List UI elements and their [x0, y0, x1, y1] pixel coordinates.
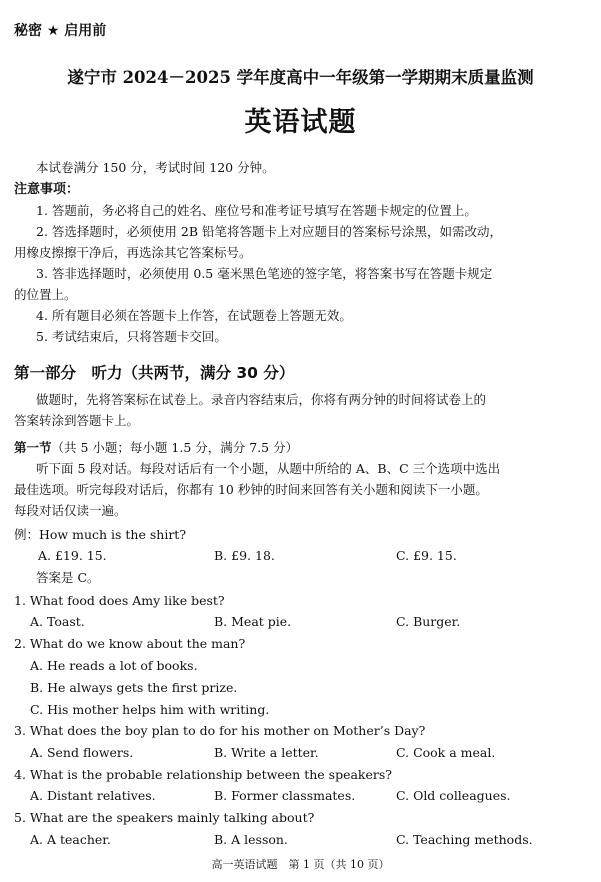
section1-desc-c: 每段对话仅读一遍。: [14, 503, 127, 518]
notice-item-3b: 的位置上。: [14, 287, 77, 302]
section1-heading: 第一节: [14, 440, 52, 455]
question-5-stem: 5. What are the speakers mainly talking about?: [14, 810, 315, 825]
question-5-option-b: B. A lesson.: [214, 832, 288, 847]
part1-heading: 第一部分 听力（共两节，满分 30 分）: [14, 364, 295, 382]
section1-desc-b: 最佳选项。听完每段对话后，你都有 10 秒钟的时间来回答有关小题和阅读下一小题。: [14, 482, 488, 497]
question-1-option-a: A. Toast.: [30, 614, 85, 629]
section1-heading-line: [14, 438, 587, 458]
question-3-option-a: A. Send flowers.: [30, 745, 134, 760]
question-5-option-c: C. Teaching methods.: [396, 832, 533, 847]
question-1-option-b: B. Meat pie.: [214, 614, 292, 629]
question-3-option-b: B. Write a letter.: [214, 745, 319, 760]
question-4-option-c: C. Old colleagues.: [396, 788, 511, 803]
example-option-a: A. £19. 15.: [38, 548, 107, 563]
notice-item-2b: 用橡皮擦擦干净后，再选涂其它答案标号。: [14, 245, 252, 260]
secret-label: 秘密 ★ 启用前: [14, 23, 107, 39]
part1-desc-b: 答案转涂到答题卡上。: [14, 413, 140, 428]
question-3-option-c: C. Cook a meal.: [396, 745, 496, 760]
notice-item-5: 5. 考试结束后，只将答题卡交回。: [36, 329, 227, 344]
question-1-option-c: C. Burger.: [396, 614, 461, 629]
notice-item-4: 4. 所有题目必须在答题卡上作答，在试题卷上答题无效。: [36, 308, 352, 323]
notice-heading: 注意事项：: [14, 182, 80, 197]
intro-text: 本试卷满分 150 分，考试时间 120 分钟。: [36, 160, 275, 175]
notice-item-3a: 3. 答非选择题时，必须使用 0.5 毫米黑色笔迹的签字笔，将答案书写在答题卡规定: [36, 266, 493, 281]
subject-title: 英语试题: [244, 107, 357, 138]
example-option-c: C. £9. 15.: [396, 548, 457, 563]
notice-item-1: 1. 答题前，务必将自己的姓名、座位号和准考证号填写在答题卡规定的位置上。: [36, 203, 477, 218]
question-5-option-a: A. A teacher.: [30, 832, 111, 847]
question-1-stem: 1. What food does Amy like best?: [14, 593, 225, 608]
question-2-stem: 2. What do we know about the man?: [14, 636, 246, 651]
question-4-option-a: A. Distant relatives.: [30, 788, 156, 803]
question-2-option-a: A. He reads a lot of books.: [30, 658, 198, 673]
question-4-option-b: B. Former classmates.: [214, 788, 356, 803]
question-4-stem: 4. What is the probable relationship between the speakers?: [14, 767, 392, 782]
example-answer: 答案是 C。: [36, 570, 100, 585]
exam-title: 遂宁市 2024－2025 学年度高中一年级第一学期期末质量监测: [67, 68, 534, 87]
part1-desc-a: 做题时，先将答案标在试卷上。录音内容结束后，你将有两分钟的时间将试卷上的: [36, 392, 487, 407]
section1-desc-a: 听下面 5 段对话。每段对话后有一个小题，从题中所给的 A、B、C 三个选项中选出: [36, 461, 501, 476]
section1-note: （共 5 小题；每小题 1.5 分，满分 7.5 分）: [51, 440, 299, 455]
example-question: 例：How much is the shirt?: [14, 527, 187, 542]
notice-item-2a: 2. 答选择题时，必须使用 2B 铅笔将答题卡上对应题目的答案标号涂黑，如需改动，: [36, 224, 502, 239]
example-option-b: B. £9. 18.: [214, 548, 275, 563]
question-2-option-b: B. He always gets the first prize.: [30, 680, 238, 695]
page-footer: 高一英语试题 第 1 页（共 10 页）: [211, 858, 390, 871]
question-3-stem: 3. What does the boy plan to do for his mother on Mother’s Day?: [14, 723, 426, 738]
question-2-option-c: C. His mother helps him with writing.: [30, 702, 270, 717]
